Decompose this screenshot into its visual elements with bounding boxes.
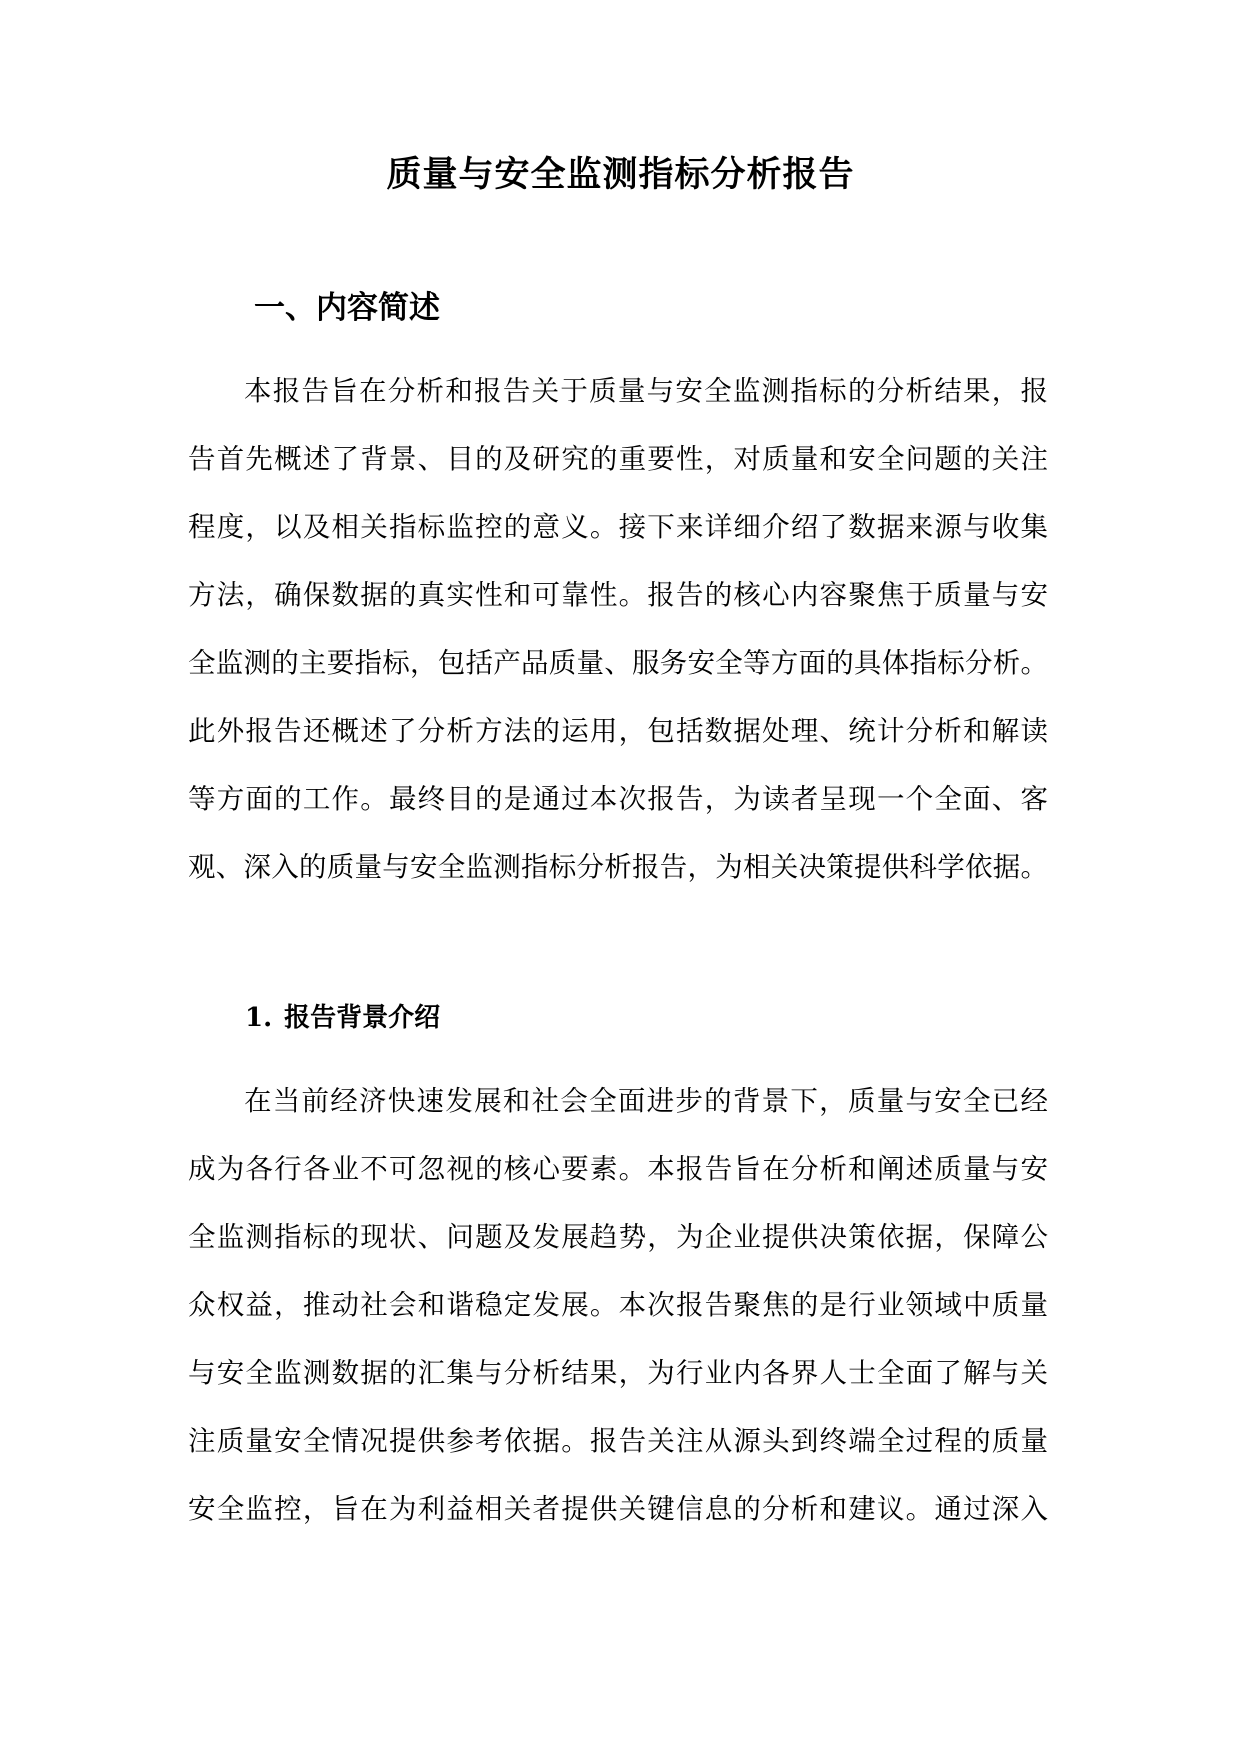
paragraph-line: 全监测指标的现状、问题及发展趋势，为企业提供决策依据，保障公 xyxy=(188,1221,1048,1253)
paragraph-line: 观、深入的质量与安全监测指标分析报告，为相关决策提供科学依据。 xyxy=(188,851,1048,883)
paragraph-line: 告首先概述了背景、目的及研究的重要性，对质量和安全问题的关注 xyxy=(188,443,1048,475)
section-heading-summary: 一、内容简述 xyxy=(254,290,440,326)
paragraph-line: 安全监控，旨在为利益相关者提供关键信息的分析和建议。通过深入 xyxy=(188,1493,1048,1525)
subsection-heading-background xyxy=(245,996,440,1040)
paragraph-line: 与安全监测数据的汇集与分析结果，为行业内各界人士全面了解与关 xyxy=(188,1357,1048,1389)
background-paragraph xyxy=(188,1067,1048,1543)
paragraph-line: 此外报告还概述了分析方法的运用，包括数据处理、统计分析和解读 xyxy=(188,715,1048,747)
paragraph-line: 众权益，推动社会和谐稳定发展。本次报告聚焦的是行业领域中质量 xyxy=(188,1289,1048,1321)
paragraph-line: 全监测的主要指标，包括产品质量、服务安全等方面的具体指标分析。 xyxy=(188,647,1048,679)
paragraph-line: 在当前经济快速发展和社会全面进步的背景下，质量与安全已经 xyxy=(244,1085,1048,1117)
paragraph-line: 成为各行各业不可忽视的核心要素。本报告旨在分析和阐述质量与安 xyxy=(188,1153,1048,1185)
document-title: 质量与安全监测指标分析报告 xyxy=(386,154,855,195)
paragraph-line: 等方面的工作。最终目的是通过本次报告，为读者呈现一个全面、客 xyxy=(188,783,1048,815)
summary-paragraph xyxy=(188,357,1048,901)
paragraph-line: 程度，以及相关指标监控的意义。接下来详细介绍了数据来源与收集 xyxy=(188,511,1048,543)
paragraph-line: 本报告旨在分析和报告关于质量与安全监测指标的分析结果，报 xyxy=(244,375,1048,407)
subsection-title: 报告背景介绍 xyxy=(284,1003,441,1033)
paragraph-line: 方法，确保数据的真实性和可靠性。报告的核心内容聚焦于质量与安 xyxy=(188,579,1048,611)
paragraph-line: 注质量安全情况提供参考依据。报告关注从源头到终端全过程的质量 xyxy=(188,1425,1048,1457)
subsection-number: 1. xyxy=(245,1003,273,1033)
